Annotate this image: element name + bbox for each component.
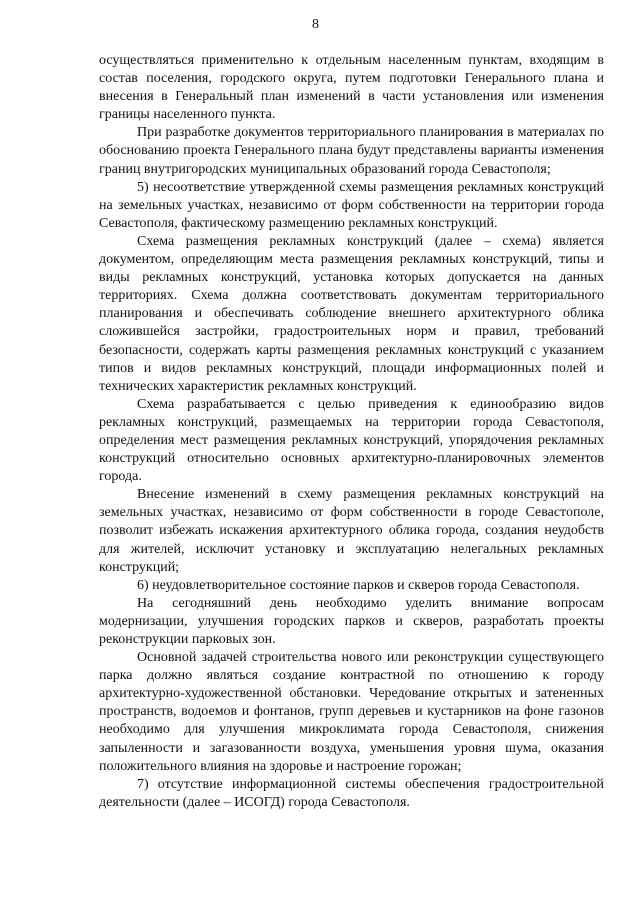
paragraph-5: Схема разрабатывается с целью приведения к единообразию видов рекламных конструкций, размещаемых на территории города Севастополя, определения мест размещения рекламных конструкций, упорядочения рекламных конструкций относительно основных архитектурно-планировочных элементов города. (99, 396, 604, 485)
paragraph-9: Основной задачей строительства нового или реконструкции существующего парка должно являться создание контрастной по отношению к городу архитектурно-художественной обстановки. Чередование открытых и затененных пространств, водоемов и фонтанов, групп деревьев и кустарников на фоне газонов необходимо для улучшения микроклимата города Севастополя, снижения запыленности и загазованности воздуха, уменьшения уровня шума, оказания положительного влияния на здоровье и настроение горожан; (99, 650, 604, 774)
paragraph-8: На сегодняшний день необходимо уделить внимание вопросам модернизации, улучшения городских парков и скверов, разработать проекты реконструкции парковых зон. (99, 595, 604, 647)
paragraph-2: При разработке документов территориального планирования в материалах по обоснованию проекта Генерального плана будут представлены варианты изменения границ внутригородских муниципальных образований города Севастополя; (99, 125, 604, 177)
paragraph-1: осуществляться применительно к отдельным населенным пунктам, входящим в состав поселения, городского округа, путем подготовки Генерального плана и внесения в Генеральный план изменений в части установления или изменения границы населенного пункта. (99, 53, 604, 123)
paragraph-6: Внесение изменений в схему размещения рекламных конструкций на земельных участках, независимо от форм собственности в городе Севастополе, позволит избежать искажения архитектурного облика города, создания неудобств для жителей, исключит установку и эксплуатацию нелегальных рекламных конструкций; (99, 487, 604, 575)
body-text (99, 52, 604, 812)
page-number: 8 (312, 17, 319, 32)
paragraph-3: 5) несоответствие утвержденной схемы размещения рекламных конструкций на земельных участках, независимо от форм собственности на территории города Севастополя, фактическому размещению рекламных конструкций. (99, 179, 604, 231)
paragraph-4: Схема размещения рекламных конструкций (далее – схема) является документом, определяющим места размещения рекламных конструкций, типы и виды рекламных конструкций, установка которых допускается на данных территориях. Схема должна соответствовать документам территориального планирования и обеспечивать соблюдение внешнего архитектурного облика сложившейся застройки, градостроительных норм и правил, требований безопасности, содержать карты размещения рекламных конструкций с указанием типов и видов рекламных конструкций, площади информационных полей и технических характеристик рекламных конструкций. (99, 233, 604, 394)
paragraph-10: 7) отсутствие информационной системы обеспечения градостроительной деятельности (далее – ИСОГД) города Севастополя. (99, 776, 604, 810)
paragraph-7: 6) неудовлетворительное состояние парков и скверов города Севастополя. (137, 577, 580, 593)
